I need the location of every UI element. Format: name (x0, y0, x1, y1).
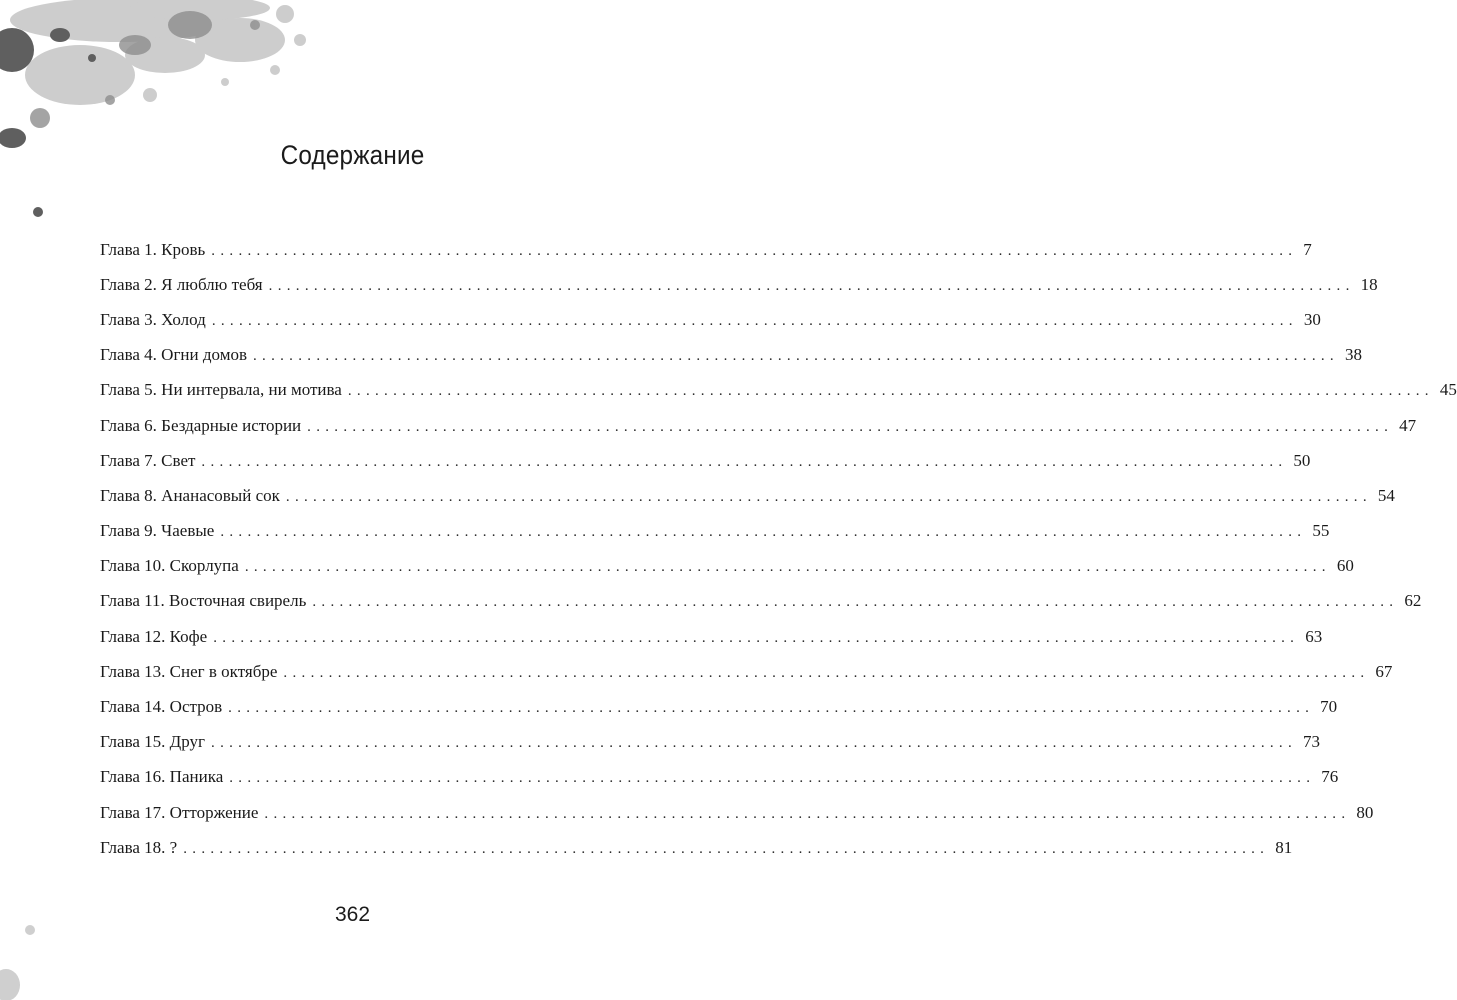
toc-entry (100, 795, 1374, 830)
toc-entry-title: Глава 12. Кофе (100, 626, 208, 646)
toc-entry-title: Глава 9. Чаевые (100, 521, 215, 541)
toc-dot-leader: ........................................................................................................................ (312, 594, 1399, 611)
toc-dot-leader: ........................................................................................................................ (201, 453, 1288, 470)
toc-entry-page: 76 (1321, 767, 1339, 787)
toc-entry-title: Глава 15. Друг (100, 732, 206, 752)
toc-entry-title: Глава 18. ? (100, 837, 178, 857)
toc-entry (100, 408, 1417, 443)
toc-dot-leader: ........................................................................................................................ (211, 312, 1298, 329)
toc-entry-page: 70 (1320, 697, 1338, 717)
toc-entry-title: Глава 13. Снег в октябре (100, 661, 278, 681)
toc-dot-leader: ........................................................................................................................ (213, 629, 1300, 646)
toc-dot-leader: ........................................................................................................................ (244, 559, 1331, 576)
toc-entry (100, 267, 1378, 302)
toc-entry (100, 373, 1457, 408)
toc-entry (100, 478, 1395, 513)
toc-entry-title: Глава 16. Паника (100, 767, 224, 787)
toc-entry-title: Глава 4. Огни домов (100, 345, 247, 365)
toc-entry-page: 63 (1305, 626, 1323, 646)
toc-entry-page: 73 (1303, 732, 1321, 752)
toc-entry-title: Глава 6. Бездарные истории (100, 415, 302, 435)
toc-entry (100, 725, 1321, 760)
toc-entry (100, 514, 1330, 549)
toc-dot-leader: ........................................................................................................................ (347, 383, 1434, 400)
toc-dot-leader: ........................................................................................................................ (283, 664, 1370, 681)
toc-entry-title: Глава 3. Холод (100, 309, 206, 329)
toc-entry-page: 45 (1439, 380, 1457, 400)
page-number: 362 (334, 903, 371, 926)
toc-entry (100, 443, 1311, 478)
toc-entry-title: Глава 10. Скорлупа (100, 556, 239, 576)
toc-entry-page: 60 (1336, 556, 1354, 576)
table-of-contents (100, 232, 1457, 865)
toc-entry-page: 47 (1399, 415, 1417, 435)
toc-entry-title: Глава 1. Кровь (100, 239, 206, 259)
toc-dot-leader: ........................................................................................................................ (183, 840, 1270, 857)
toc-entry (100, 830, 1293, 865)
toc-entry-page: 50 (1293, 450, 1311, 470)
toc-entry-page: 67 (1375, 661, 1393, 681)
toc-entry (100, 338, 1362, 373)
toc-entry (100, 584, 1422, 619)
toc-entry-page: 55 (1312, 521, 1330, 541)
toc-dot-leader: ........................................................................................................................ (211, 242, 1298, 259)
toc-entry-page: 80 (1356, 802, 1374, 822)
toc-entry-page: 38 (1344, 345, 1362, 365)
toc-entry-title: Глава 17. Отторжение (100, 802, 259, 822)
toc-dot-leader: ........................................................................................................................ (268, 277, 1355, 294)
toc-entry-page: 62 (1404, 591, 1422, 611)
toc-dot-leader: ........................................................................................................................ (252, 348, 1339, 365)
toc-entry-page: 81 (1275, 837, 1293, 857)
toc-entry (100, 654, 1393, 689)
toc-entry-title: Глава 2. Я люблю тебя (100, 274, 263, 294)
toc-entry-title: Глава 5. Ни интервала, ни мотива (100, 380, 342, 400)
toc-entry-page: 18 (1360, 274, 1378, 294)
toc-entry (100, 302, 1321, 337)
toc-dot-leader: ........................................................................................................................ (229, 770, 1316, 787)
toc-dot-leader: ........................................................................................................................ (264, 805, 1351, 822)
toc-entry-title: Глава 8. Ананасовый сок (100, 485, 280, 505)
toc-dot-leader: ........................................................................................................................ (285, 488, 1372, 505)
toc-entry-title: Глава 14. Остров (100, 697, 223, 717)
toc-dot-leader: ........................................................................................................................ (307, 418, 1394, 435)
toc-entry-title: Глава 11. Восточная свирель (100, 591, 307, 611)
toc-entry (100, 549, 1354, 584)
toc-dot-leader: ........................................................................................................................ (220, 524, 1307, 541)
toc-dot-leader: ........................................................................................................................ (211, 735, 1298, 752)
toc-entry (100, 619, 1323, 654)
page-title: Содержание (280, 140, 425, 170)
toc-entry (100, 689, 1338, 724)
toc-entry-page: 7 (1303, 239, 1312, 259)
toc-entry-page: 54 (1377, 485, 1395, 505)
toc-dot-leader: ........................................................................................................................ (228, 700, 1315, 717)
toc-entry-title: Глава 7. Свет (100, 450, 196, 470)
toc-entry-page: 30 (1303, 309, 1321, 329)
toc-entry (100, 760, 1339, 795)
toc-entry (100, 232, 1312, 267)
